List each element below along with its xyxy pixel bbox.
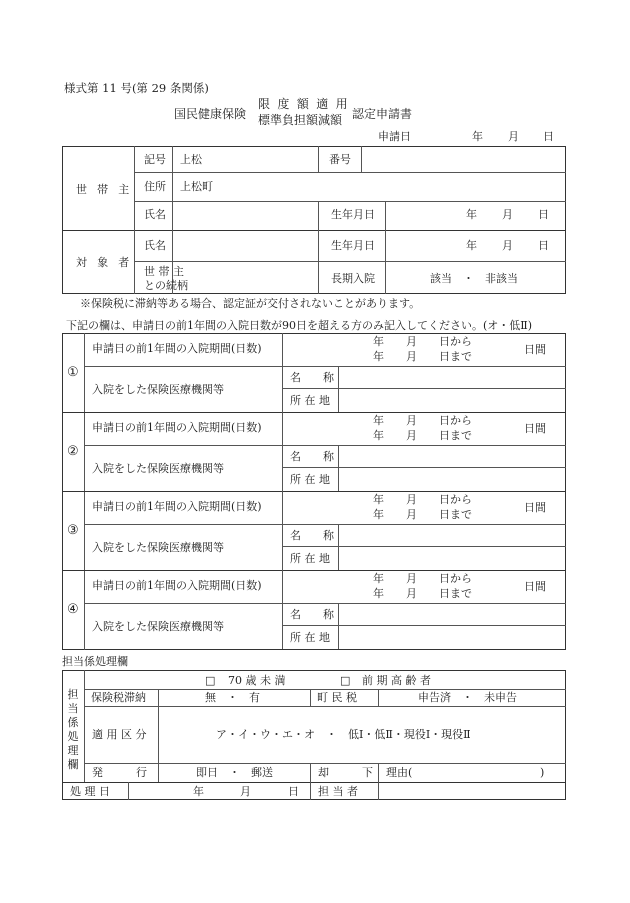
- municipal-tax-label: 町 民 税: [317, 691, 357, 704]
- divider: [84, 689, 566, 690]
- subject-dob-label: 生年月日: [331, 239, 375, 252]
- institution-location-label: 所 在 地: [290, 552, 330, 565]
- divider: [338, 524, 339, 570]
- long-term-options[interactable]: 該当 ・ 非該当: [430, 272, 518, 285]
- period-to: 年 月 日まで: [373, 429, 472, 442]
- arrears-options[interactable]: 無 ・ 有: [205, 691, 260, 704]
- processed-year: 年: [193, 785, 204, 798]
- period-label: 申請日の前1年間の入院期間(日数): [92, 579, 262, 592]
- divider: [338, 445, 339, 491]
- divider: [282, 333, 283, 412]
- divider: [282, 412, 283, 491]
- age-checkbox[interactable]: □: [205, 674, 216, 687]
- divider: [282, 546, 566, 547]
- long-term-label: 長期入院: [331, 272, 375, 285]
- symbol-label: 記号: [144, 153, 166, 166]
- early-elderly-label: 前 期 高 齢 者: [362, 674, 431, 687]
- application-date-month: 月: [508, 130, 519, 143]
- divider: [310, 763, 311, 800]
- period-from: 年 月 日から: [373, 335, 472, 348]
- subject-dob-month: 月: [502, 239, 513, 252]
- municipal-tax-options[interactable]: 申告済 ・ 未申告: [418, 691, 517, 704]
- institution-location-label: 所 在 地: [290, 473, 330, 486]
- block-number: ②: [67, 444, 79, 459]
- institution-location-label: 所 在 地: [290, 394, 330, 407]
- divider: [378, 689, 379, 706]
- period-days: 日間: [524, 501, 546, 514]
- divider: [84, 706, 566, 707]
- divider: [134, 201, 566, 202]
- divider: [338, 366, 339, 412]
- household-name-label: 氏名: [144, 208, 166, 221]
- divider: [62, 782, 566, 783]
- issue-label: 発 行: [92, 766, 147, 779]
- application-date-year: 年: [472, 130, 483, 143]
- divider: [84, 603, 566, 604]
- institution-location-label: 所 在 地: [290, 631, 330, 644]
- issue-options[interactable]: 即日 ・ 郵送: [196, 766, 273, 779]
- processed-day: 日: [288, 785, 299, 798]
- divider: [84, 670, 85, 782]
- period-label: 申請日の前1年間の入院期間(日数): [92, 342, 262, 355]
- period-days: 日間: [524, 422, 546, 435]
- household-section-label: 世 帯 主: [76, 183, 133, 196]
- block-number: ①: [67, 365, 79, 380]
- subject-dob-day: 日: [538, 239, 549, 252]
- household-dob-day: 日: [538, 208, 549, 221]
- household-dob-label: 生年月日: [331, 208, 375, 221]
- staff-label: 担 当 者: [318, 785, 358, 798]
- divider: [361, 146, 362, 172]
- household-dob-month: 月: [502, 208, 513, 221]
- reason-close: ): [540, 766, 545, 779]
- institution-name-label: 名 称: [290, 608, 334, 621]
- period-days: 日間: [524, 580, 546, 593]
- relation-label-2: との続柄: [144, 279, 188, 292]
- period-to: 年 月 日まで: [373, 508, 472, 521]
- divider: [84, 524, 566, 525]
- institution-label: 入院をした保険医療機関等: [92, 541, 224, 554]
- divider: [282, 625, 566, 626]
- period-from: 年 月 日から: [373, 493, 472, 506]
- institution-name-label: 名 称: [290, 450, 334, 463]
- reason-label: 理由(: [386, 766, 413, 779]
- divider: [282, 467, 566, 468]
- divider: [318, 201, 319, 294]
- block-divider: [62, 412, 566, 413]
- institution-name-label: 名 称: [290, 371, 334, 384]
- divider: [282, 491, 283, 570]
- address-label: 住所: [144, 180, 166, 193]
- household-dob-year: 年: [466, 208, 477, 221]
- block-number: ④: [67, 602, 79, 617]
- divider: [134, 146, 135, 294]
- subject-section-label: 対 象 者: [76, 256, 133, 269]
- divider: [128, 782, 129, 800]
- divider: [282, 388, 566, 389]
- age-under-70-label: 70 歳 未 満: [228, 674, 286, 687]
- title-prefix: 国民健康保険: [174, 107, 247, 121]
- institution-label: 入院をした保険医療機関等: [92, 620, 224, 633]
- title-line1: 限 度 額 適 用: [258, 97, 350, 111]
- category-options[interactable]: ア・イ・ウ・エ・オ ・ 低Ⅰ・低Ⅱ・現役Ⅰ・現役Ⅱ: [216, 728, 471, 741]
- period-label: 申請日の前1年間の入院期間(日数): [92, 421, 262, 434]
- divider: [84, 763, 566, 764]
- divider: [84, 366, 566, 367]
- processed-month: 月: [240, 785, 251, 798]
- institution-name-label: 名 称: [290, 529, 334, 542]
- elderly-checkbox[interactable]: □: [340, 674, 351, 687]
- divider: [84, 445, 566, 446]
- institution-label: 入院をした保険医療機関等: [92, 383, 224, 396]
- application-date-label: 申請日: [378, 130, 411, 143]
- period-from: 年 月 日から: [373, 572, 472, 585]
- relation-label-1: 世 帯 主: [144, 265, 184, 278]
- divider: [310, 689, 311, 706]
- form-number: 様式第 11 号(第 29 条関係): [64, 81, 209, 95]
- block-divider: [62, 570, 566, 571]
- title-suffix: 認定申請書: [352, 107, 413, 121]
- category-label: 適 用 区 分: [92, 728, 147, 741]
- period-label: 申請日の前1年間の入院期間(日数): [92, 500, 262, 513]
- block-number: ③: [67, 523, 79, 538]
- divider: [134, 172, 566, 173]
- office-vertical-label: 担当係処理欄: [67, 688, 79, 771]
- instruction-note: 下記の欄は、申請日の前1年間の入院日数が90日を超える方のみ記入してください。(オ・低Ⅱ): [66, 319, 533, 332]
- block-divider: [62, 491, 566, 492]
- address-value[interactable]: 上松町: [180, 180, 213, 193]
- institution-label: 入院をした保険医療機関等: [92, 462, 224, 475]
- divider: [134, 261, 566, 262]
- divider: [385, 201, 386, 294]
- number-label: 番号: [329, 153, 351, 166]
- divider: [378, 763, 379, 800]
- period-to: 年 月 日まで: [373, 350, 472, 363]
- office-heading: 担当係処理欄: [62, 655, 128, 668]
- warning-note: ※保険税に滞納等ある場合、認定証が交付されないことがあります。: [80, 297, 421, 310]
- processed-date-label: 処 理 日: [70, 785, 110, 798]
- period-days: 日間: [524, 343, 546, 356]
- reject-label: 却 下: [318, 766, 373, 779]
- subject-dob-year: 年: [466, 239, 477, 252]
- divider: [282, 570, 283, 649]
- symbol-value[interactable]: 上松: [180, 153, 202, 166]
- subject-name-label: 氏名: [144, 239, 166, 252]
- divider: [62, 230, 566, 231]
- arrears-label: 保険税滞納: [91, 691, 146, 704]
- divider: [318, 146, 319, 172]
- title-line2: 標準負担額減額: [258, 113, 343, 127]
- application-date-day: 日: [543, 130, 554, 143]
- period-to: 年 月 日まで: [373, 587, 472, 600]
- divider: [158, 689, 159, 782]
- divider: [338, 603, 339, 649]
- period-from: 年 月 日から: [373, 414, 472, 427]
